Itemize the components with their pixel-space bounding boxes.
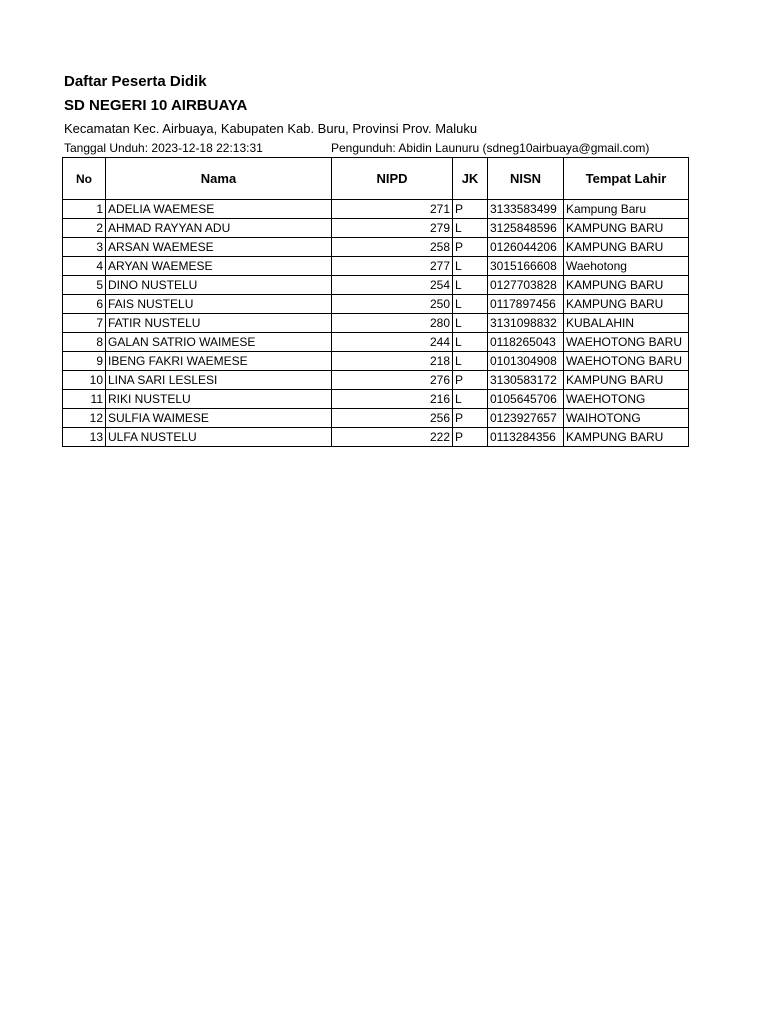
header-jk: JK [453, 158, 488, 200]
student-table [62, 157, 689, 447]
cell-no: 1 [63, 200, 106, 219]
cell-nisn: 3125848596 [488, 219, 564, 238]
cell-nama: SULFIA WAIMESE [106, 409, 332, 428]
cell-no: 4 [63, 257, 106, 276]
cell-nipd: 276 [332, 371, 453, 390]
downloader-info: Pengunduh: Abidin Launuru (sdneg10airbuaya@gmail.com) [331, 141, 650, 155]
table-row [63, 390, 689, 409]
table-row [63, 257, 689, 276]
cell-jk: L [453, 219, 488, 238]
cell-jk: P [453, 200, 488, 219]
cell-nisn: 0101304908 [488, 352, 564, 371]
table-row [63, 428, 689, 447]
cell-jk: L [453, 257, 488, 276]
cell-nipd: 279 [332, 219, 453, 238]
cell-nipd: 244 [332, 333, 453, 352]
cell-nipd: 216 [332, 390, 453, 409]
cell-nama: AHMAD RAYYAN ADU [106, 219, 332, 238]
header-tempat-lahir: Tempat Lahir [564, 158, 689, 200]
cell-no: 9 [63, 352, 106, 371]
cell-tempat-lahir: KAMPUNG BARU [564, 238, 689, 257]
cell-nama: IBENG FAKRI WAEMESE [106, 352, 332, 371]
cell-nisn: 0117897456 [488, 295, 564, 314]
cell-no: 7 [63, 314, 106, 333]
cell-no: 5 [63, 276, 106, 295]
download-date: Tanggal Unduh: 2023-12-18 22:13:31 [64, 141, 263, 155]
location-line: Kecamatan Kec. Airbuaya, Kabupaten Kab. Buru, Provinsi Prov. Maluku [64, 121, 478, 136]
document-title: Daftar Peserta Didik [64, 73, 207, 90]
cell-nipd: 277 [332, 257, 453, 276]
cell-nipd: 254 [332, 276, 453, 295]
cell-nama: ARSAN WAEMESE [106, 238, 332, 257]
cell-nisn: 0127703828 [488, 276, 564, 295]
table-row [63, 314, 689, 333]
cell-nisn: 0105645706 [488, 390, 564, 409]
cell-jk: P [453, 238, 488, 257]
cell-nisn: 0126044206 [488, 238, 564, 257]
cell-nama: ADELIA WAEMESE [106, 200, 332, 219]
cell-nisn: 3130583172 [488, 371, 564, 390]
table-row [63, 333, 689, 352]
table-body [63, 200, 689, 447]
table-row [63, 200, 689, 219]
cell-nama: GALAN SATRIO WAIMESE [106, 333, 332, 352]
cell-no: 3 [63, 238, 106, 257]
cell-nama: DINO NUSTELU [106, 276, 332, 295]
header-nipd: NIPD [332, 158, 453, 200]
cell-jk: P [453, 409, 488, 428]
cell-tempat-lahir: KAMPUNG BARU [564, 428, 689, 447]
table-row [63, 238, 689, 257]
table-row [63, 295, 689, 314]
cell-nama: FAIS NUSTELU [106, 295, 332, 314]
header-no: No [63, 158, 106, 200]
table-row [63, 352, 689, 371]
cell-no: 13 [63, 428, 106, 447]
cell-nisn: 0123927657 [488, 409, 564, 428]
cell-nipd: 250 [332, 295, 453, 314]
cell-nisn: 0113284356 [488, 428, 564, 447]
cell-jk: L [453, 352, 488, 371]
cell-tempat-lahir: Waehotong [564, 257, 689, 276]
cell-nipd: 271 [332, 200, 453, 219]
cell-no: 8 [63, 333, 106, 352]
cell-tempat-lahir: KAMPUNG BARU [564, 276, 689, 295]
cell-tempat-lahir: WAEHOTONG BARU [564, 352, 689, 371]
cell-tempat-lahir: WAIHOTONG [564, 409, 689, 428]
cell-no: 10 [63, 371, 106, 390]
cell-nisn: 3133583499 [488, 200, 564, 219]
cell-jk: P [453, 371, 488, 390]
cell-nama: LINA SARI LESLESI [106, 371, 332, 390]
cell-nama: RIKI NUSTELU [106, 390, 332, 409]
cell-tempat-lahir: KAMPUNG BARU [564, 295, 689, 314]
cell-nipd: 258 [332, 238, 453, 257]
cell-nama: ARYAN WAEMESE [106, 257, 332, 276]
cell-tempat-lahir: WAEHOTONG [564, 390, 689, 409]
cell-nipd: 256 [332, 409, 453, 428]
cell-jk: L [453, 314, 488, 333]
cell-nama: FATIR NUSTELU [106, 314, 332, 333]
header-nisn: NISN [488, 158, 564, 200]
cell-tempat-lahir: Kampung Baru [564, 200, 689, 219]
cell-jk: L [453, 295, 488, 314]
cell-nisn: 3015166608 [488, 257, 564, 276]
cell-tempat-lahir: KUBALAHIN [564, 314, 689, 333]
cell-jk: P [453, 428, 488, 447]
cell-no: 11 [63, 390, 106, 409]
cell-no: 2 [63, 219, 106, 238]
table-header-row [63, 158, 689, 200]
cell-jk: L [453, 276, 488, 295]
cell-nipd: 280 [332, 314, 453, 333]
cell-no: 12 [63, 409, 106, 428]
table-row [63, 409, 689, 428]
cell-nipd: 218 [332, 352, 453, 371]
cell-jk: L [453, 333, 488, 352]
cell-tempat-lahir: KAMPUNG BARU [564, 371, 689, 390]
cell-nisn: 3131098832 [488, 314, 564, 333]
cell-nama: ULFA NUSTELU [106, 428, 332, 447]
header-nama: Nama [106, 158, 332, 200]
school-name: SD NEGERI 10 AIRBUAYA [64, 97, 248, 114]
cell-no: 6 [63, 295, 106, 314]
cell-tempat-lahir: WAEHOTONG BARU [564, 333, 689, 352]
cell-tempat-lahir: KAMPUNG BARU [564, 219, 689, 238]
table-row [63, 276, 689, 295]
table-row [63, 371, 689, 390]
cell-jk: L [453, 390, 488, 409]
table-row [63, 219, 689, 238]
cell-nisn: 0118265043 [488, 333, 564, 352]
cell-nipd: 222 [332, 428, 453, 447]
